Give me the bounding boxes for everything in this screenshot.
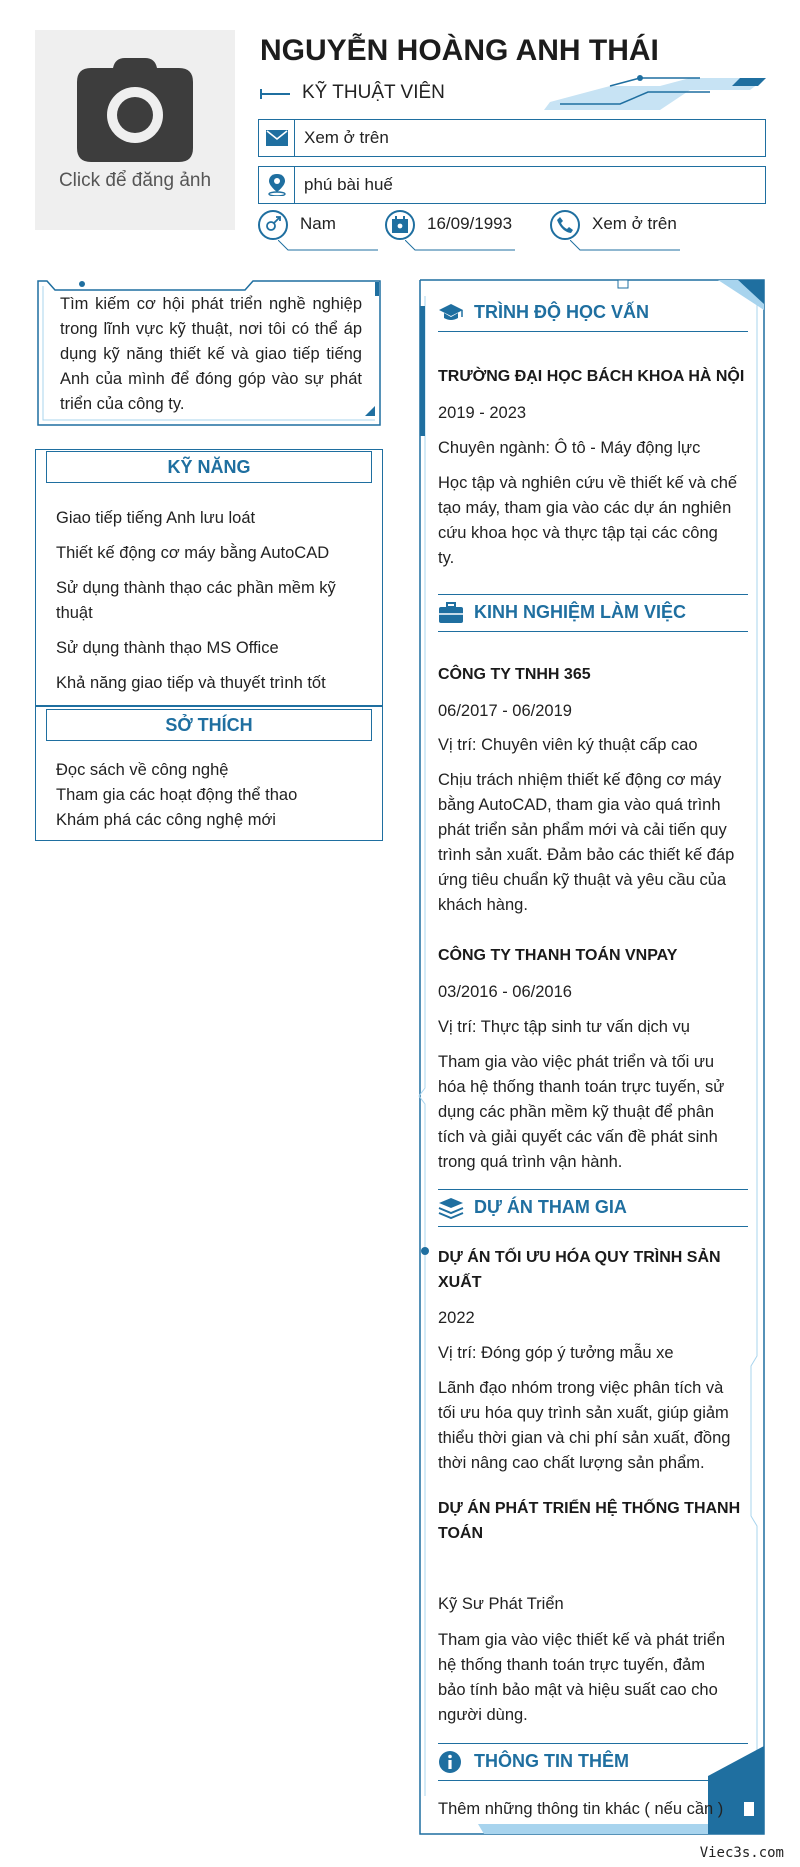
birthday-item — [385, 210, 512, 240]
camera-icon — [75, 58, 195, 162]
projects-title: DỰ ÁN THAM GIA — [474, 1197, 627, 1217]
skill-item: Khả năng giao tiếp và thuyết trình tốt — [56, 674, 326, 692]
project-name-line: DỰ ÁN TỐI ƯU HÓA QUY TRÌNH SẢN — [438, 1249, 721, 1266]
phone-item — [550, 210, 677, 240]
skills-section — [35, 449, 383, 707]
experience-title: KINH NGHIỆM LÀM VIỆC — [474, 602, 687, 622]
job-title: KỸ THUẬT VIÊN — [302, 82, 445, 103]
job-desc-line: phát triển sản phẩm mới và cải tiến quy — [438, 821, 727, 839]
job-desc-line: trong quá trình vận hành. — [438, 1153, 623, 1171]
additional-title: THÔNG TIN THÊM — [474, 1751, 629, 1771]
job-desc-line: trình sản xuất. Đảm bảo các thiết kế đáp — [438, 846, 735, 864]
watermark: Viec3s.com — [699, 1845, 784, 1861]
gender-icon-ring — [258, 210, 288, 240]
job-title-line — [260, 87, 290, 99]
photo-upload[interactable] — [35, 30, 235, 230]
additional-header — [438, 1743, 748, 1781]
skill-item: Sử dụng thành thạo MS Office — [56, 639, 279, 657]
education-desc-line: Học tập và nghiên cứu về thiết kế và chế — [438, 474, 738, 492]
hobbies-title: SỞ THÍCH — [46, 709, 372, 741]
job-desc-line: tích và giải quyết các vấn đề phát sinh — [438, 1128, 718, 1146]
project-desc-line: người dùng. — [438, 1706, 528, 1724]
gender-value: Nam — [300, 214, 336, 233]
hobby-item: Tham gia các hoạt động thể thao — [56, 786, 298, 804]
graduation-cap-icon — [438, 303, 464, 323]
photo-upload-label: Click để đăng ảnh — [58, 170, 212, 191]
skills-title: KỸ NĂNG — [46, 451, 372, 483]
location-pin-icon — [267, 174, 287, 196]
project-position: Vị trí: Đóng góp ý tưởng mẫu xe — [438, 1344, 674, 1362]
birthday-icon-ring — [385, 210, 415, 240]
project-position: Kỹ Sư Phát Triển — [438, 1595, 564, 1613]
job-desc-line: Chịu trách nhiệm thiết kế động cơ máy — [438, 771, 722, 789]
education-major: Chuyên ngành: Ô tô - Máy động lực — [438, 439, 701, 457]
phone-value: Xem ở trên — [592, 214, 677, 233]
skill-item: Giao tiếp tiếng Anh lưu loát — [56, 509, 256, 527]
skill-item: Thiết kế động cơ máy bằng AutoCAD — [56, 544, 330, 562]
job-desc-line: hóa hệ thống thanh toán trực tuyến, sử — [438, 1078, 725, 1096]
hobby-item: Khám phá các công nghệ mới — [56, 811, 276, 829]
birthday-underline — [405, 240, 515, 254]
email-field[interactable] — [258, 119, 766, 157]
education-school: TRƯỜNG ĐẠI HỌC BÁCH KHOA HÀ NỘI — [438, 368, 745, 385]
objective-text: Tìm kiếm cơ hội phát triển nghề nghiệp trong lĩnh vực kỹ thuật, nơi tôi có thể áp dụng kỹ năng thiết kế và giao tiếp tiếng Anh của mình để đóng góp vào sự phát triển của công ty. — [60, 295, 362, 413]
project-name-line: TOÁN — [438, 1525, 484, 1542]
project-year: 2022 — [438, 1309, 475, 1327]
job-desc-line: Tham gia vào việc phát triển và tối ưu — [438, 1053, 715, 1071]
phone-underline — [570, 240, 680, 254]
education-period: 2019 - 2023 — [438, 404, 527, 422]
phone-icon — [556, 216, 574, 234]
calendar-icon — [391, 216, 409, 234]
gender-underline — [278, 240, 378, 254]
gender-icon — [264, 216, 282, 234]
birthday-value: 16/09/1993 — [427, 214, 513, 233]
job-period: 06/2017 - 06/2019 — [438, 702, 572, 720]
career-objective — [35, 278, 383, 428]
envelope-icon — [266, 130, 288, 146]
phone-icon-ring — [550, 210, 580, 240]
hobbies-list — [56, 758, 297, 833]
education-header — [438, 294, 748, 332]
gender-item — [258, 210, 336, 240]
layers-icon — [438, 1197, 464, 1219]
job-company: CÔNG TY TNHH 365 — [438, 666, 591, 683]
email-icon-box — [259, 120, 295, 156]
main-column — [418, 276, 766, 1838]
address-value: phú bài huế — [304, 175, 393, 194]
project-name-line: XUẤT — [438, 1274, 482, 1291]
hobby-item: Đọc sách về công nghệ — [56, 761, 229, 779]
education-desc-line: tạo máy, tham gia vào các dự án nghiên — [438, 499, 732, 517]
project-desc-line: thiểu thời gian và chi phí sản xuất, đồng — [438, 1429, 731, 1447]
education-title: TRÌNH ĐỘ HỌC VẤN — [474, 302, 649, 322]
job-title-row — [260, 82, 445, 104]
project-desc-line: Tham gia vào việc thiết kế và phát triển — [438, 1631, 726, 1649]
email-value: Xem ở trên — [304, 128, 389, 147]
job-period: 03/2016 - 06/2016 — [438, 983, 572, 1001]
job-company: CÔNG TY THANH TOÁN VNPAY — [438, 947, 678, 964]
address-field[interactable] — [258, 166, 766, 204]
job-position: Vị trí: Chuyên viên ký thuật cấp cao — [438, 736, 698, 754]
candidate-name: NGUYỄN HOÀNG ANH THÁI — [260, 34, 659, 67]
projects-header — [438, 1189, 748, 1227]
skill-item: Sử dụng thành thạo các phần mềm kỹ thuật — [56, 579, 336, 622]
skills-list — [56, 506, 366, 706]
address-icon-box — [259, 167, 295, 203]
project-desc-line: tối ưu hóa quy trình sản xuất, giúp giảm — [438, 1404, 729, 1422]
education-desc-line: cứu khoa học và thực tập tại các công — [438, 524, 718, 542]
additional-text: Thêm những thông tin khác ( nếu cần ) — [438, 1800, 724, 1818]
info-icon — [438, 1750, 462, 1774]
education-desc-line: ty. — [438, 549, 455, 567]
briefcase-icon — [438, 602, 464, 624]
project-desc-line: thời nâng cao chất lượng sản phẩm. — [438, 1454, 705, 1472]
job-desc-line: bằng AutoCAD, tham gia vào quá trình — [438, 796, 721, 814]
header-decoration — [540, 74, 766, 114]
job-position: Vị trí: Thực tập sinh tư vấn dịch vụ — [438, 1018, 690, 1036]
job-desc-line: khách hàng. — [438, 896, 528, 914]
project-desc-line: Lãnh đạo nhóm trong việc phân tích và — [438, 1379, 724, 1397]
project-name-line: DỰ ÁN PHÁT TRIỂN HỆ THỐNG THANH — [438, 1500, 741, 1517]
job-desc-line: ứng tiêu chuẩn kỹ thuật và yêu cầu của — [438, 871, 727, 889]
job-desc-line: dụng các phần mềm kỹ thuật để phân — [438, 1103, 715, 1121]
project-desc-line: hệ thống thanh toán trực tuyến, đảm — [438, 1656, 705, 1674]
experience-header — [438, 594, 748, 632]
project-desc-line: bảo tính bảo mật và hiệu suất cao cho — [438, 1681, 718, 1699]
hobbies-section — [35, 705, 383, 841]
